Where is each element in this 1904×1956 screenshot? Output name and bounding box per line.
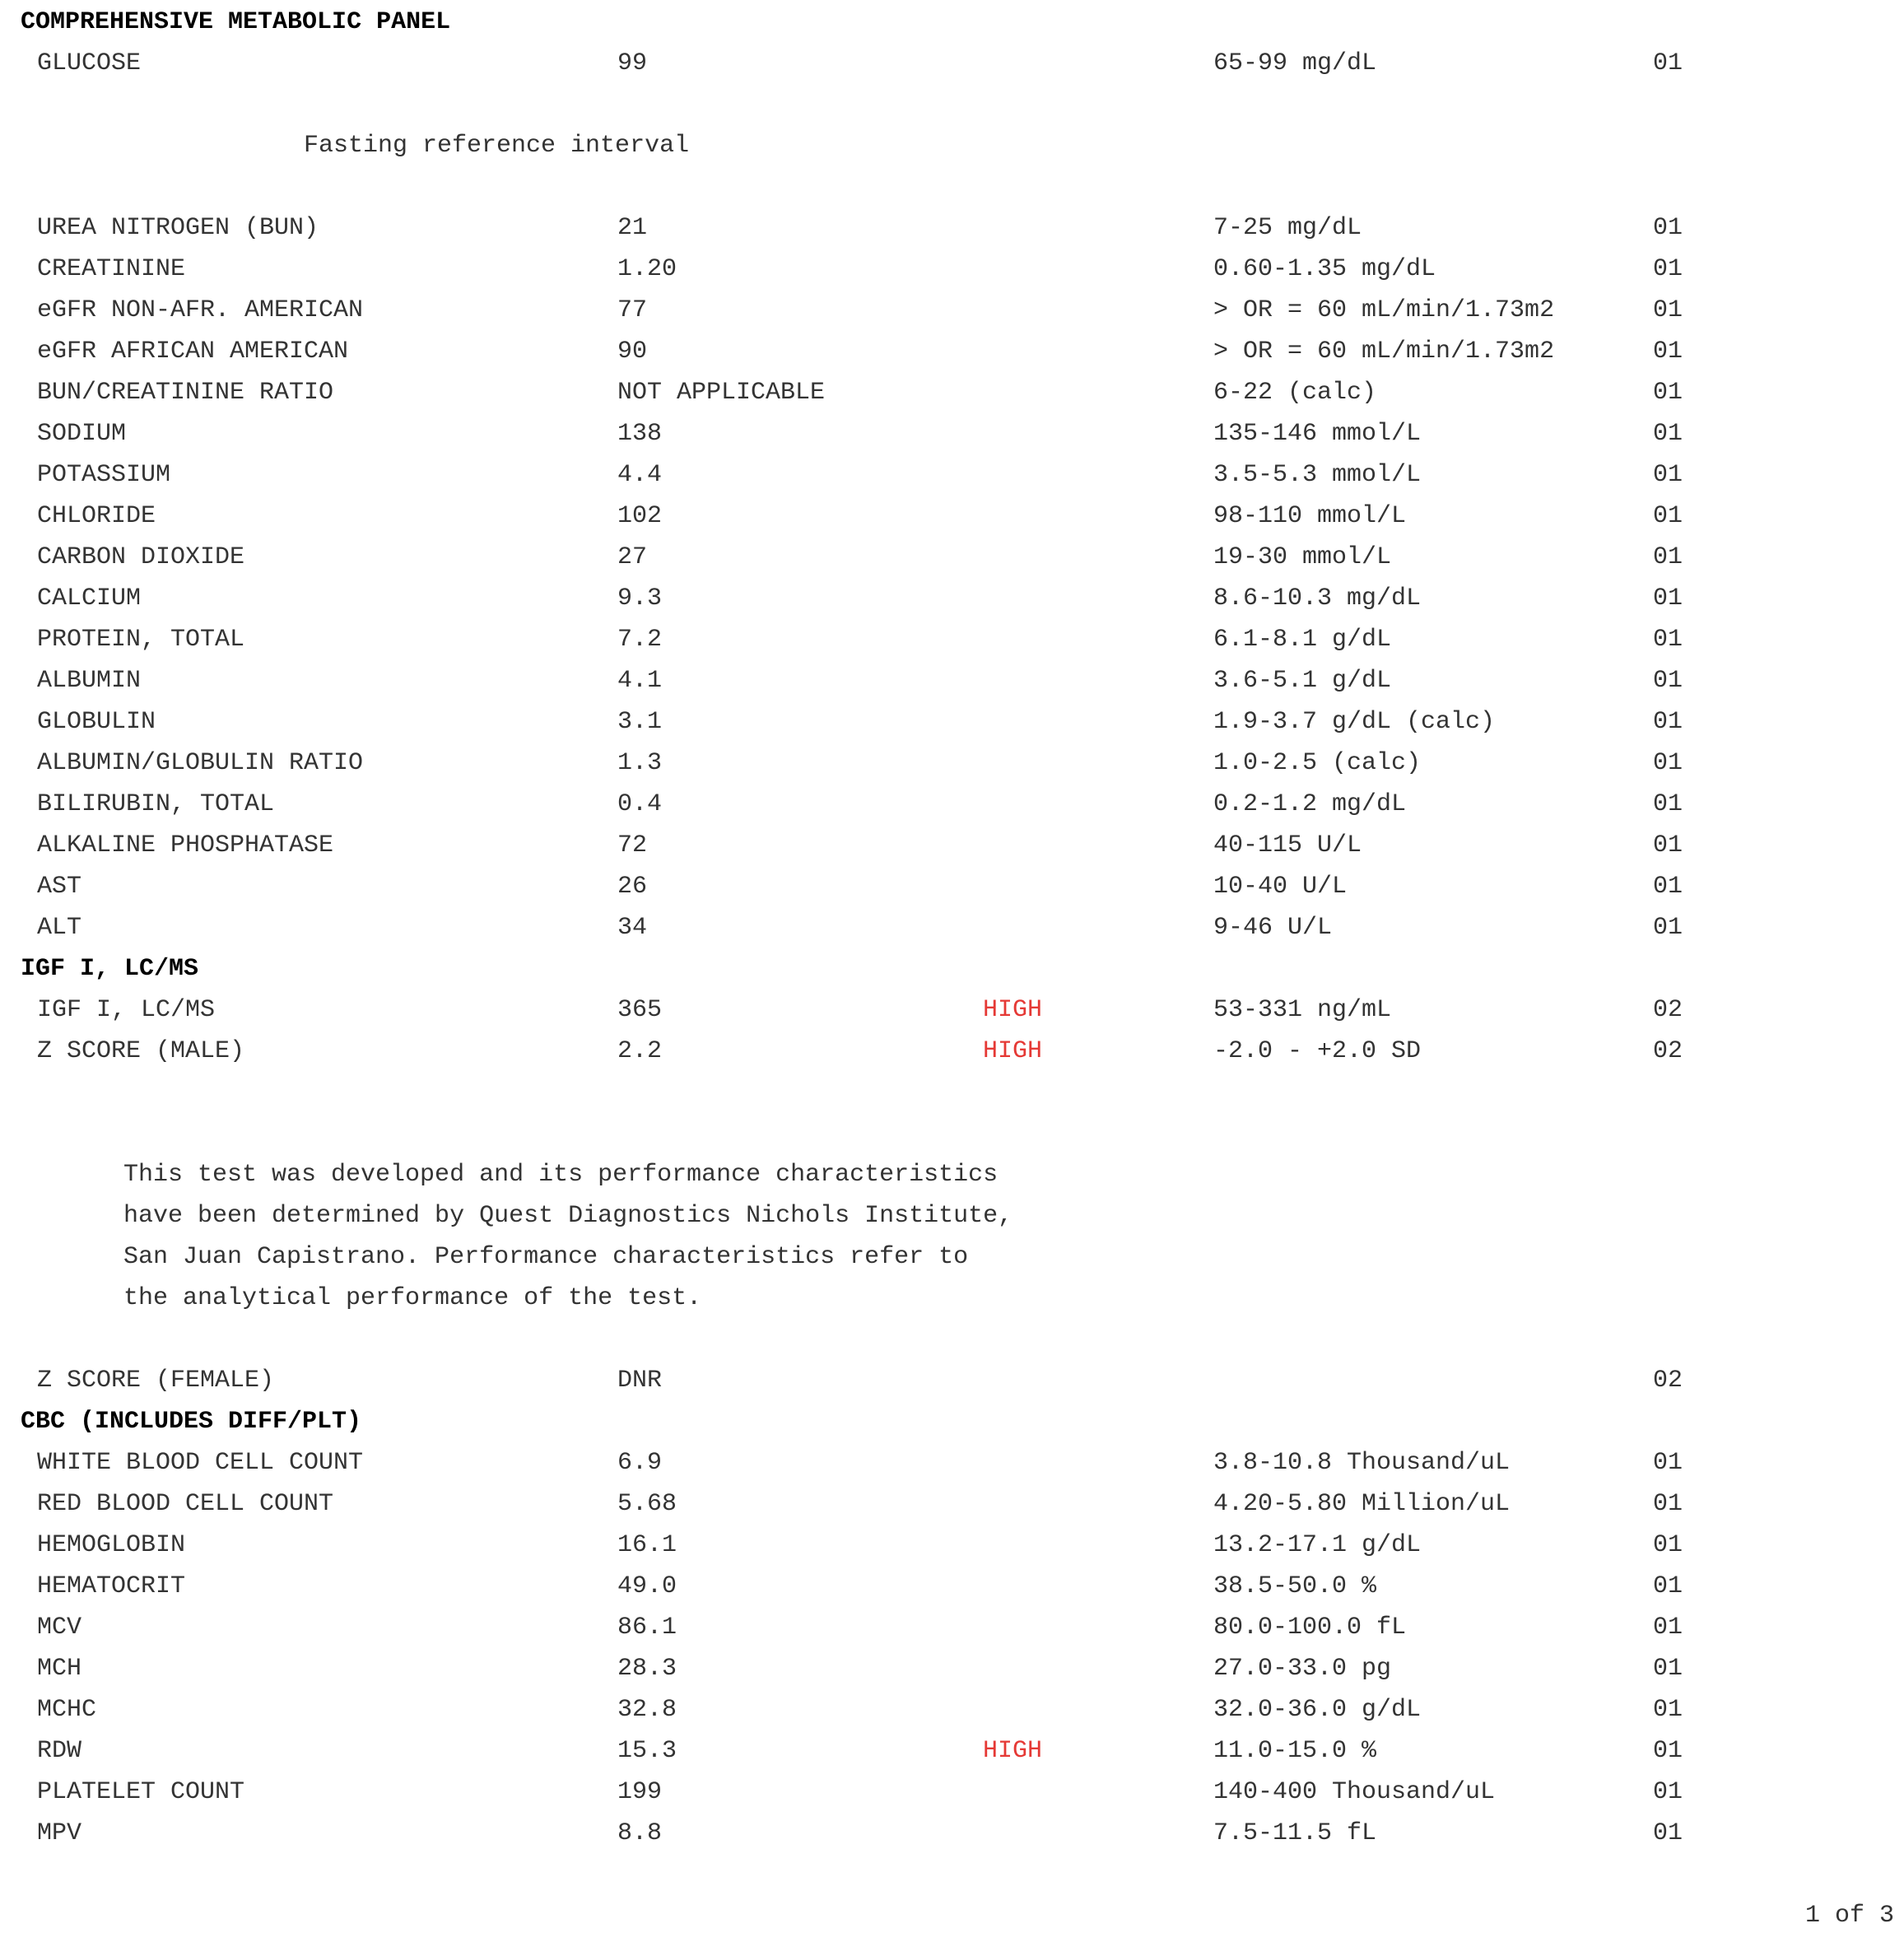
reference-range: 10-40 U/L: [1213, 873, 1348, 901]
result-row: [0, 660, 1904, 701]
reference-range: 135-146 mmol/L: [1213, 420, 1422, 448]
test-value: 4.4: [617, 461, 663, 489]
reference-range: 7-25 mg/dL: [1213, 214, 1362, 242]
test-value: 102: [617, 502, 663, 530]
test-name: ALBUMIN: [37, 667, 142, 695]
page-number: 1 of 3: [1804, 1902, 1894, 1930]
result-row: [0, 454, 1904, 496]
test-name: BUN/CREATININE RATIO: [37, 379, 334, 407]
test-value: 15.3: [617, 1737, 677, 1765]
result-row: [0, 413, 1904, 454]
reference-range: 6.1-8.1 g/dL: [1213, 626, 1392, 654]
section-title-cmp: COMPREHENSIVE METABOLIC PANEL: [21, 8, 451, 36]
lab-code: 01: [1653, 790, 1683, 818]
result-row: [0, 1031, 1904, 1072]
lab-code: 01: [1653, 461, 1683, 489]
test-value: 27: [617, 543, 648, 571]
test-name: BILIRUBIN, TOTAL: [37, 790, 275, 818]
result-row: [0, 207, 1904, 249]
test-name: UREA NITROGEN (BUN): [37, 214, 319, 242]
test-name: GLOBULIN: [37, 708, 156, 736]
result-row-z-score-female: [0, 1360, 1904, 1401]
note-line: San Juan Capistrano. Performance characteristics refer to: [123, 1243, 969, 1271]
lab-code: 01: [1653, 914, 1683, 942]
test-name: CREATININE: [37, 255, 186, 283]
test-name: RDW: [37, 1737, 82, 1765]
result-row: [0, 331, 1904, 372]
result-row: [0, 1813, 1904, 1854]
reference-range: 98-110 mmol/L: [1213, 502, 1407, 530]
test-name: RED BLOOD CELL COUNT: [37, 1490, 334, 1518]
result-row-glucose: [0, 43, 1904, 84]
test-value: 6.9: [617, 1449, 663, 1477]
test-name: HEMATOCRIT: [37, 1572, 186, 1600]
result-row: [0, 866, 1904, 907]
lab-code: 01: [1653, 49, 1683, 77]
reference-range: 8.6-10.3 mg/dL: [1213, 584, 1422, 612]
test-flag: HIGH: [983, 1737, 1043, 1765]
lab-code: 01: [1653, 1737, 1683, 1765]
result-row: [0, 743, 1904, 784]
test-value: 99: [617, 49, 648, 77]
result-row: [0, 249, 1904, 290]
reference-range: 3.6-5.1 g/dL: [1213, 667, 1392, 695]
reference-range: 7.5-11.5 fL: [1213, 1819, 1377, 1847]
lab-code: 01: [1653, 502, 1683, 530]
lab-code: 01: [1653, 831, 1683, 859]
lab-code: 01: [1653, 708, 1683, 736]
test-value: 77: [617, 296, 648, 324]
test-value: NOT APPLICABLE: [617, 379, 826, 407]
test-name: MCV: [37, 1614, 82, 1642]
lab-code: 01: [1653, 420, 1683, 448]
test-name: MCHC: [37, 1696, 97, 1724]
reference-range: 0.2-1.2 mg/dL: [1213, 790, 1407, 818]
lab-code: 01: [1653, 255, 1683, 283]
reference-range: 32.0-36.0 g/dL: [1213, 1696, 1422, 1724]
section-title-igf: IGF I, LC/MS: [21, 955, 199, 983]
result-row: [0, 1689, 1904, 1730]
test-flag: HIGH: [983, 1037, 1043, 1065]
test-value: 138: [617, 420, 663, 448]
result-row: [0, 907, 1904, 948]
test-name: MPV: [37, 1819, 82, 1847]
lab-code: 01: [1653, 1819, 1683, 1847]
test-value: 21: [617, 214, 648, 242]
lab-code: 01: [1653, 584, 1683, 612]
lab-code: 01: [1653, 667, 1683, 695]
reference-range: 19-30 mmol/L: [1213, 543, 1392, 571]
test-name: eGFR AFRICAN AMERICAN: [37, 338, 349, 366]
test-value: 34: [617, 914, 648, 942]
result-row: [0, 784, 1904, 825]
test-value: 26: [617, 873, 648, 901]
result-row: [0, 990, 1904, 1031]
result-row: [0, 578, 1904, 619]
reference-range: 80.0-100.0 fL: [1213, 1614, 1407, 1642]
lab-code: 01: [1653, 1614, 1683, 1642]
test-value: 1.3: [617, 749, 663, 777]
result-row: [0, 1483, 1904, 1525]
test-value: 49.0: [617, 1572, 677, 1600]
lab-code: 01: [1653, 296, 1683, 324]
reference-range: 0.60-1.35 mg/dL: [1213, 255, 1436, 283]
test-name: ALBUMIN/GLOBULIN RATIO: [37, 749, 364, 777]
test-value: 1.20: [617, 255, 677, 283]
result-row: [0, 825, 1904, 866]
reference-range: > OR = 60 mL/min/1.73m2: [1213, 338, 1555, 366]
test-value: 5.68: [617, 1490, 677, 1518]
test-name: CALCIUM: [37, 584, 142, 612]
reference-range: 53-331 ng/mL: [1213, 996, 1392, 1024]
lab-code: 01: [1653, 749, 1683, 777]
lab-code: 01: [1653, 1531, 1683, 1559]
result-row: [0, 1607, 1904, 1648]
test-value: 28.3: [617, 1655, 677, 1683]
test-value: 365: [617, 996, 663, 1024]
test-name: HEMOGLOBIN: [37, 1531, 186, 1559]
reference-range: > OR = 60 mL/min/1.73m2: [1213, 296, 1555, 324]
test-value: 16.1: [617, 1531, 677, 1559]
test-value: 90: [617, 338, 648, 366]
reference-range: 27.0-33.0 pg: [1213, 1655, 1392, 1683]
reference-range: 40-115 U/L: [1213, 831, 1362, 859]
lab-code: 01: [1653, 873, 1683, 901]
test-name: Z SCORE (MALE): [37, 1037, 245, 1065]
test-flag: HIGH: [983, 996, 1043, 1024]
reference-range: 6-22 (calc): [1213, 379, 1377, 407]
reference-range: 4.20-5.80 Million/uL: [1213, 1490, 1511, 1518]
test-name: WHITE BLOOD CELL COUNT: [37, 1449, 364, 1477]
result-row: [0, 290, 1904, 331]
test-name: AST: [37, 873, 82, 901]
test-value: DNR: [617, 1367, 663, 1395]
lab-code: 01: [1653, 1778, 1683, 1806]
test-value: 2.2: [617, 1037, 663, 1065]
lab-code: 01: [1653, 1696, 1683, 1724]
result-row: [0, 619, 1904, 660]
reference-range: 140-400 Thousand/uL: [1213, 1778, 1496, 1806]
test-name: GLUCOSE: [37, 49, 142, 77]
lab-code: 02: [1653, 1037, 1683, 1065]
reference-range: 3.8-10.8 Thousand/uL: [1213, 1449, 1511, 1477]
test-name: eGFR NON-AFR. AMERICAN: [37, 296, 364, 324]
reference-range: 1.0-2.5 (calc): [1213, 749, 1422, 777]
reference-range: 1.9-3.7 g/dL (calc): [1213, 708, 1496, 736]
test-name: IGF I, LC/MS: [37, 996, 216, 1024]
fasting-note: Fasting reference interval: [304, 132, 690, 160]
lab-code: 01: [1653, 214, 1683, 242]
result-row: [0, 537, 1904, 578]
reference-range: 3.5-5.3 mmol/L: [1213, 461, 1422, 489]
test-value: 4.1: [617, 667, 663, 695]
lab-code: 01: [1653, 379, 1683, 407]
lab-code: 01: [1653, 1449, 1683, 1477]
test-value: 32.8: [617, 1696, 677, 1724]
result-row: [0, 1730, 1904, 1772]
reference-range: 38.5-50.0 %: [1213, 1572, 1377, 1600]
test-name: POTASSIUM: [37, 461, 171, 489]
lab-code: 02: [1653, 996, 1683, 1024]
test-name: ALT: [37, 914, 82, 942]
test-name: PLATELET COUNT: [37, 1778, 245, 1806]
test-name: CARBON DIOXIDE: [37, 543, 245, 571]
test-name: CHLORIDE: [37, 502, 156, 530]
reference-range: -2.0 - +2.0 SD: [1213, 1037, 1422, 1065]
test-name: ALKALINE PHOSPHATASE: [37, 831, 334, 859]
note-line: the analytical performance of the test.: [123, 1284, 702, 1312]
test-name: Z SCORE (FEMALE): [37, 1367, 275, 1395]
reference-range: 65-99 mg/dL: [1213, 49, 1377, 77]
test-name: SODIUM: [37, 420, 127, 448]
reference-range: 11.0-15.0 %: [1213, 1737, 1377, 1765]
result-row: [0, 1566, 1904, 1607]
lab-code: 01: [1653, 543, 1683, 571]
reference-range: 9-46 U/L: [1213, 914, 1333, 942]
result-row: [0, 1525, 1904, 1566]
test-value: 7.2: [617, 626, 663, 654]
result-row: [0, 701, 1904, 743]
test-name: MCH: [37, 1655, 82, 1683]
lab-code: 01: [1653, 626, 1683, 654]
test-name: PROTEIN, TOTAL: [37, 626, 245, 654]
lab-code: 01: [1653, 1655, 1683, 1683]
test-value: 0.4: [617, 790, 663, 818]
note-line: This test was developed and its performance characteristics: [123, 1161, 999, 1189]
result-row: [0, 1442, 1904, 1483]
result-row: [0, 1772, 1904, 1813]
result-row: [0, 1648, 1904, 1689]
test-value: 72: [617, 831, 648, 859]
result-row: [0, 372, 1904, 413]
test-value: 8.8: [617, 1819, 663, 1847]
test-value: 86.1: [617, 1614, 677, 1642]
lab-code: 01: [1653, 1490, 1683, 1518]
result-row: [0, 496, 1904, 537]
lab-code: 02: [1653, 1367, 1683, 1395]
reference-range: 13.2-17.1 g/dL: [1213, 1531, 1422, 1559]
test-value: 199: [617, 1778, 663, 1806]
test-value: 3.1: [617, 708, 663, 736]
test-value: 9.3: [617, 584, 663, 612]
lab-code: 01: [1653, 1572, 1683, 1600]
lab-code: 01: [1653, 338, 1683, 366]
section-title-cbc: CBC (INCLUDES DIFF/PLT): [21, 1408, 362, 1436]
note-line: have been determined by Quest Diagnostics Nichols Institute,: [123, 1202, 1013, 1230]
